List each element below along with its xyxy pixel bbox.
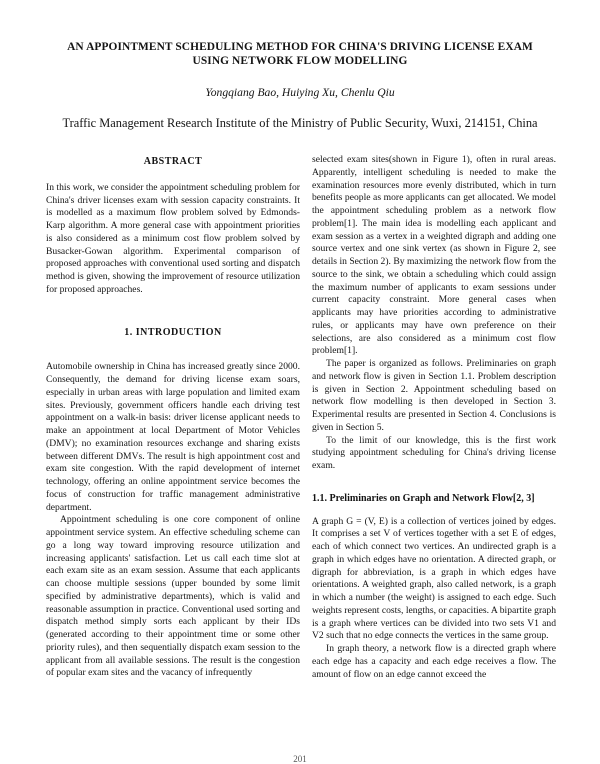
introduction-paragraph-3: selected exam sites(shown in Figure 1), often in rural areas. Apparently, intelligent scheduling is needed to make the examination resources more evenly distributed, which in turn benefits people as more applicants can get allocated. We model the appointment scheduling problem as a network flow problem[1]. The main idea is modelling each applicant and exam session as a vertex in a weighted digraph and adding one source vertex and one sink vertex (as shown in Figure 2, see details in Section 2). By maximizing the network flow from the source to the sink, we obtain a scheduling which could assign the maximum number of applicants to exam sessions under current capacity constraint. More general cases when applicants may have priorities according to administrative rules, or applicants may have own preference on their selections, are also considered as a minimum cost flow problem[1]. xyxy=(312,154,556,357)
preliminaries-heading: 1.1. Preliminaries on Graph and Network Flow[2, 3] xyxy=(312,492,535,504)
preliminaries-paragraph-1: A graph G = (V, E) is a collection of vertices joined by edges. It comprises a set V of vertices together with a set E of edges, each of which connect two vertices. An undirected graph is a graph in which edges have no orientation. A directed graph, or digraph for abbreviation, is a graph in which edges have orientations. A weighted graph, also called network, is a graph in which a number (the weight) is assigned to each edge. Such weights represent costs, lengths, or capacities. A bipartite graph is a graph where vertices can be divided into two sets V1 and V2 such that no edge connects the vertices in the same group. xyxy=(312,515,556,642)
paper-title xyxy=(40,40,560,68)
paper-affiliation: Traffic Management Research Institute of the Ministry of Public Security, Wuxi, 214151, China xyxy=(62,116,538,130)
preliminaries-paragraph-2: In graph theory, a network flow is a directed graph where each edge has a capacity and each edge receives a flow. The amount of flow on an edge cannot exceed the xyxy=(312,643,556,680)
page-number: 201 xyxy=(293,754,307,764)
paper-authors: Yongqiang Bao, Huiying Xu, Chenlu Qiu xyxy=(205,86,395,99)
introduction-paragraph-5: To the limit of our knowledge, this is the first work studying appointment scheduling for China's driving license exam. xyxy=(312,434,556,471)
introduction-paragraph-1: Automobile ownership in China has increased greatly since 2000. Consequently, the demand for driving license exam soars, especially in urban areas with large population and limited exam sites. Previously, government officers handle each driving test appointment on a walk-in basis: driver license applicant needs to make an appointment at local Department of Motor Vehicles (DMV); no examination resources exchange and sharing exists between different DMVs. The result is high appointment cost and exam site congestion. With the rapid development of internet technology, offering an online appointment service becomes the focus of construction for traffic management administrative department. xyxy=(46,361,300,513)
paper-title-line-2: USING NETWORK FLOW MODELLING xyxy=(192,55,408,67)
paper-title-line-1: AN APPOINTMENT SCHEDULING METHOD FOR CHINA'S DRIVING LICENSE EXAM xyxy=(67,41,533,53)
right-column xyxy=(312,154,556,681)
introduction-paragraph-4: The paper is organized as follows. Preliminaries on graph and network flow is given in Section 1.1. Problem description is given in Section 2. Appointment scheduling based on network flow modelling is then developed in Section 3. Experimental results are presented in Section 4. Conclusions is given in Section 5. xyxy=(312,358,556,433)
introduction-heading: 1. INTRODUCTION xyxy=(124,326,222,338)
introduction-paragraph-2: Appointment scheduling is one core component of online appointment service system. An effective scheduling scheme can go a long way toward improving resource utilization and increasing applicants' satisfaction. Let us call each time slot at each exam site as an exam session. Assume that each applicants can choose multiple sessions (upper bounded by some limit specified by administrative departments), which is valid and reasonable assumption in practice. Conventional used sorting and dispatch method simply sorts each applicant by their IDs (generated according to their appointment time or some other priority rules), and then sequentially dispatch exam session to the applicant from all available sessions. The result is the congestion of popular exam sites and the vacancy of infrequently xyxy=(46,514,300,679)
left-column xyxy=(46,154,300,680)
abstract-heading: ABSTRACT xyxy=(143,156,203,167)
abstract-text: In this work, we consider the appointment scheduling problem for China's driver licenses exam with session capacity constraints. It is modelled as a maximum flow problem solved by Edmonds-Karp algorithm. A more general case with appointment priorities is also considered as a minimum cost flow problem solved by Busacker-Gowan algorithm. Experimental comparison of proposed approaches with conventional used sorting and dispatch method is given, showing the improvement of resource utilization for proposed approaches. xyxy=(46,181,300,295)
